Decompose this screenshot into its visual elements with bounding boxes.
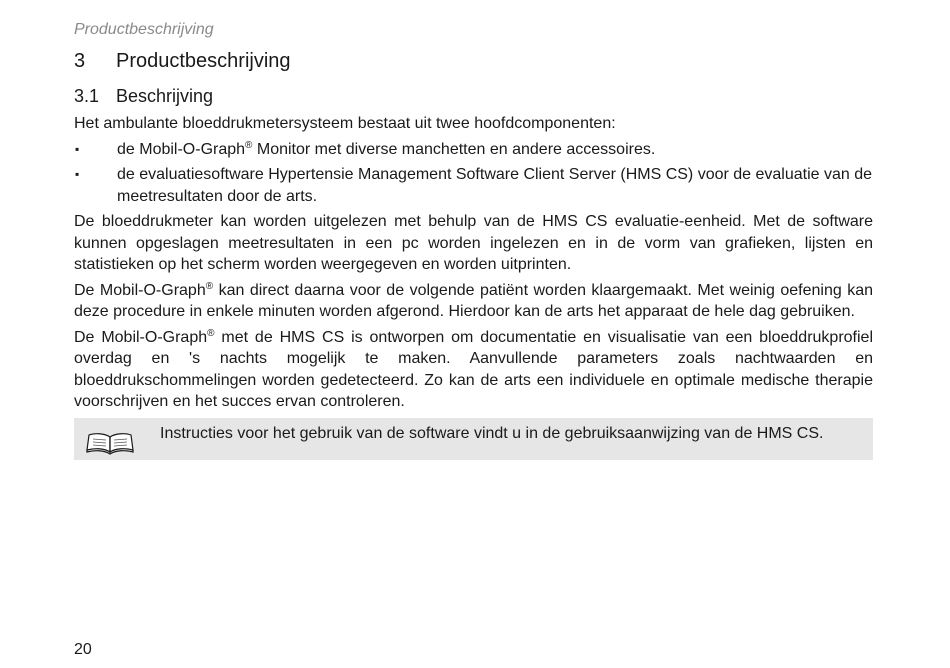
chapter-title: Productbeschrijving bbox=[116, 50, 291, 72]
list-item-text: de evaluatiesoftware Hypertensie Management Software Client Server (HMS CS) voor de evaluatie van de meetresultaten door de arts. bbox=[117, 166, 873, 205]
paragraph-text-pre: De Mobil-O-Graph bbox=[74, 328, 208, 346]
paragraph-profile bbox=[74, 327, 873, 413]
registered-mark: ® bbox=[207, 327, 215, 339]
paragraph-text-pre: De Mobil-O-Graph bbox=[74, 281, 206, 299]
bullet-marker: ▪ bbox=[75, 141, 80, 156]
running-header: Productbeschrijving bbox=[74, 21, 214, 38]
section-title: Beschrijving bbox=[116, 86, 214, 106]
paragraph-text-post: kan direct daarna voor de volgende patiënt worden klaargemaakt. Met weinig oefening kan deze procedure in enkele minuten worden afgerond. Hierdoor kan de arts het apparaat de hele dag gebruiken. bbox=[74, 281, 874, 320]
paragraph-preparation bbox=[74, 280, 873, 323]
list-item-text-pre: de Mobil-O-Graph bbox=[117, 140, 246, 158]
section-number: 3.1 bbox=[74, 86, 100, 106]
registered-mark: ® bbox=[205, 280, 214, 292]
list-item-text bbox=[117, 139, 873, 161]
list-item bbox=[74, 164, 873, 207]
component-list bbox=[74, 139, 873, 208]
chapter-number: 3 bbox=[74, 50, 86, 72]
info-note bbox=[74, 418, 873, 460]
list-item-text-post: Monitor met diverse manchetten en andere accessoires. bbox=[252, 140, 656, 158]
bullet-marker: ▪ bbox=[75, 167, 80, 181]
open-book-icon bbox=[86, 431, 134, 455]
note-text: Instructies voor het gebruik van de software vindt u in de gebruiksaanwijzing van de HMS CS. bbox=[160, 425, 824, 442]
paragraph-readout: De bloeddrukmeter kan worden uitgelezen met behulp van de HMS CS evaluatie-eenheid. Met de software kunnen opgeslagen meetresultaten in een pc worden ingelezen en in de vorm van grafieken, lijsten en statistieken op het scherm worden weergegeven en worden uitprinten. bbox=[74, 213, 873, 273]
chapter-heading bbox=[74, 50, 291, 73]
intro-paragraph: Het ambulante bloeddrukmetersysteem bestaat uit twee hoofdcomponenten: bbox=[74, 115, 616, 132]
paragraph-text-post: met de HMS CS is ontworpen om documentatie en visualisatie van een bloeddrukprofiel overdag en 's nachts mogelijk te maken. Aanvullende parameters zoals nachtwaarden en bloeddrukschommelingen worden gedetecteerd. Zo kan de arts een individuele en optimale medische therapie voorschrijven en het succes ervan controleren. bbox=[74, 328, 874, 410]
registered-mark: ® bbox=[245, 139, 253, 151]
list-item bbox=[74, 139, 873, 161]
page-number: 20 bbox=[74, 641, 92, 658]
body-content bbox=[74, 113, 873, 417]
section-heading bbox=[74, 86, 213, 107]
